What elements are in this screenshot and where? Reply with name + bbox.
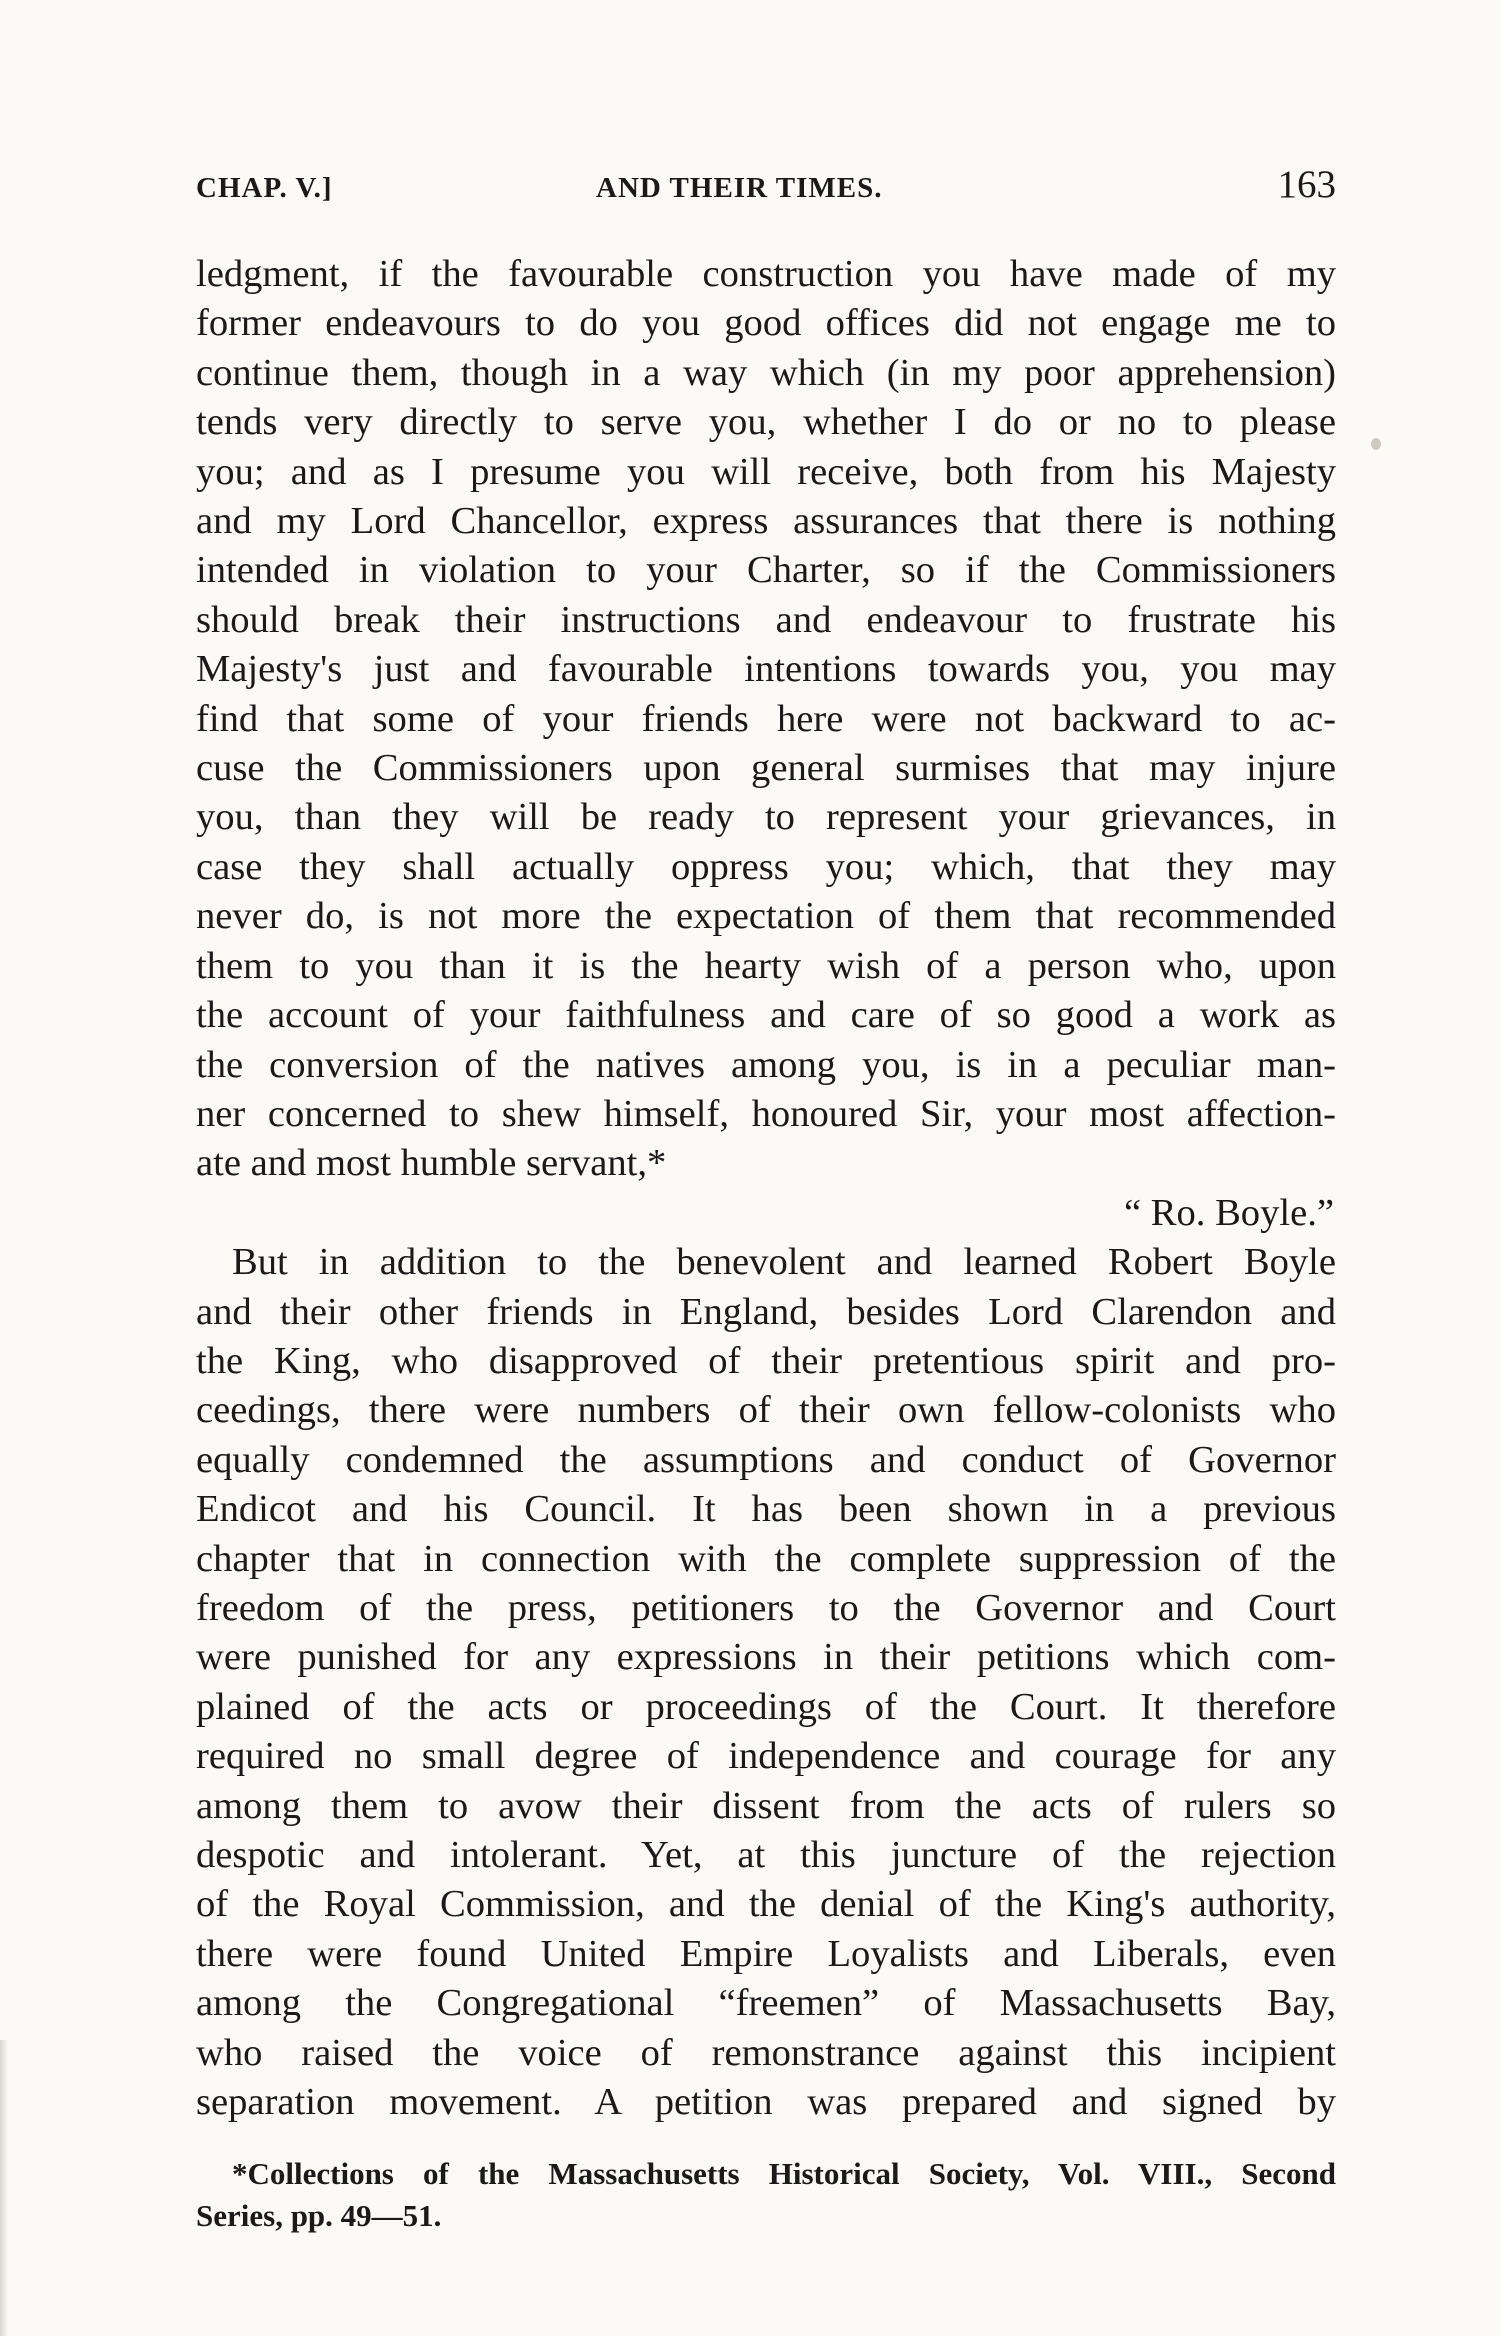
text-line: ate and most humble servant,*	[196, 1142, 667, 1185]
running-head	[196, 160, 1336, 208]
text-line: ner concerned to shew himself, honoured Sir, your most affection-	[196, 1092, 1336, 1135]
text-line: ledgment, if the favourable construction you have made of my	[196, 253, 1336, 295]
text-line: were punished for any expressions in their petitions which com-	[196, 1636, 1336, 1679]
body-text	[196, 250, 1336, 2127]
letter-signature: “ Ro. Boyle.”	[1124, 1191, 1334, 1234]
book-page	[196, 160, 1336, 2237]
text-line: find that some of your friends here were not backward to ac-	[196, 697, 1336, 740]
page-edge-shadow	[0, 2040, 8, 2336]
text-line: case they shall actually oppress you; which, that they may	[196, 845, 1336, 888]
text-line: there were found United Empire Loyalists and Liberals, even	[196, 1932, 1336, 1975]
text-line: despotic and intolerant. Yet, at this juncture of the rejection	[196, 1834, 1336, 1876]
text-line: former endeavours to do you good offices did not engage me to	[196, 302, 1336, 345]
running-title: AND THEIR TIMES.	[596, 172, 883, 204]
footnote	[196, 2153, 1336, 2237]
text-line: the King, who disapproved of their pretentious spirit and pro-	[196, 1339, 1336, 1382]
text-line: you, than they will be ready to represent your grievances, in	[196, 796, 1336, 839]
text-line: Endicot and his Council. It has been shown in a previous	[196, 1488, 1336, 1531]
text-line: them to you than it is the hearty wish of a person who, upon	[196, 944, 1336, 987]
footnote-line: *Collections of the Massachusetts Historical Society, Vol. VIII., Second	[232, 2156, 1336, 2192]
text-line: of the Royal Commission, and the denial of the King's authority,	[196, 1883, 1336, 1926]
paper-speck	[1371, 438, 1381, 450]
text-line: should break their instructions and endeavour to frustrate his	[196, 598, 1336, 641]
text-line: who raised the voice of remonstrance against this incipient	[196, 2031, 1336, 2074]
text-line: and my Lord Chancellor, express assurances that there is nothing	[196, 500, 1336, 543]
text-line: chapter that in connection with the complete suppression of the	[196, 1537, 1336, 1580]
text-line: Majesty's just and favourable intentions towards you, you may	[196, 648, 1336, 691]
text-line: and their other friends in England, besides Lord Clarendon and	[196, 1290, 1336, 1333]
text-line: But in addition to the benevolent and learned Robert Boyle	[232, 1241, 1336, 1284]
chapter-label: CHAP. V.]	[196, 172, 333, 204]
text-line: cuse the Commissioners upon general surmises that may injure	[196, 747, 1336, 790]
text-line: among the Congregational “freemen” of Massachusetts Bay,	[196, 1982, 1336, 2025]
page-number: 163	[1277, 163, 1336, 206]
text-line: you; and as I presume you will receive, both from his Majesty	[196, 450, 1336, 493]
text-line: required no small degree of independence and courage for any	[196, 1735, 1336, 1778]
text-line: separation movement. A petition was prepared and signed by	[196, 2081, 1336, 2124]
text-line: tends very directly to serve you, whether I do or no to please	[196, 401, 1336, 444]
text-line: the conversion of the natives among you, is in a peculiar man-	[196, 1043, 1336, 1086]
letter-text	[196, 250, 1336, 1189]
footnote-line: Series, pp. 49—51.	[196, 2198, 442, 2234]
text-line: never do, is not more the expectation of them that recommended	[196, 895, 1336, 938]
text-line: equally condemned the assumptions and conduct of Governor	[196, 1438, 1336, 1481]
text-line: the account of your faithfulness and care of so good a work as	[196, 994, 1336, 1037]
text-line: ceedings, there were numbers of their own fellow-colonists who	[196, 1389, 1336, 1432]
text-line: plained of the acts or proceedings of the Court. It therefore	[196, 1685, 1336, 1728]
text-line: freedom of the press, petitioners to the Governor and Court	[196, 1586, 1336, 1629]
text-line: among them to avow their dissent from the acts of rulers so	[196, 1784, 1336, 1827]
text-line: intended in violation to your Charter, so if the Commissioners	[196, 549, 1336, 592]
text-line: continue them, though in a way which (in my poor apprehension)	[196, 351, 1336, 394]
paragraph	[196, 1238, 1336, 2127]
